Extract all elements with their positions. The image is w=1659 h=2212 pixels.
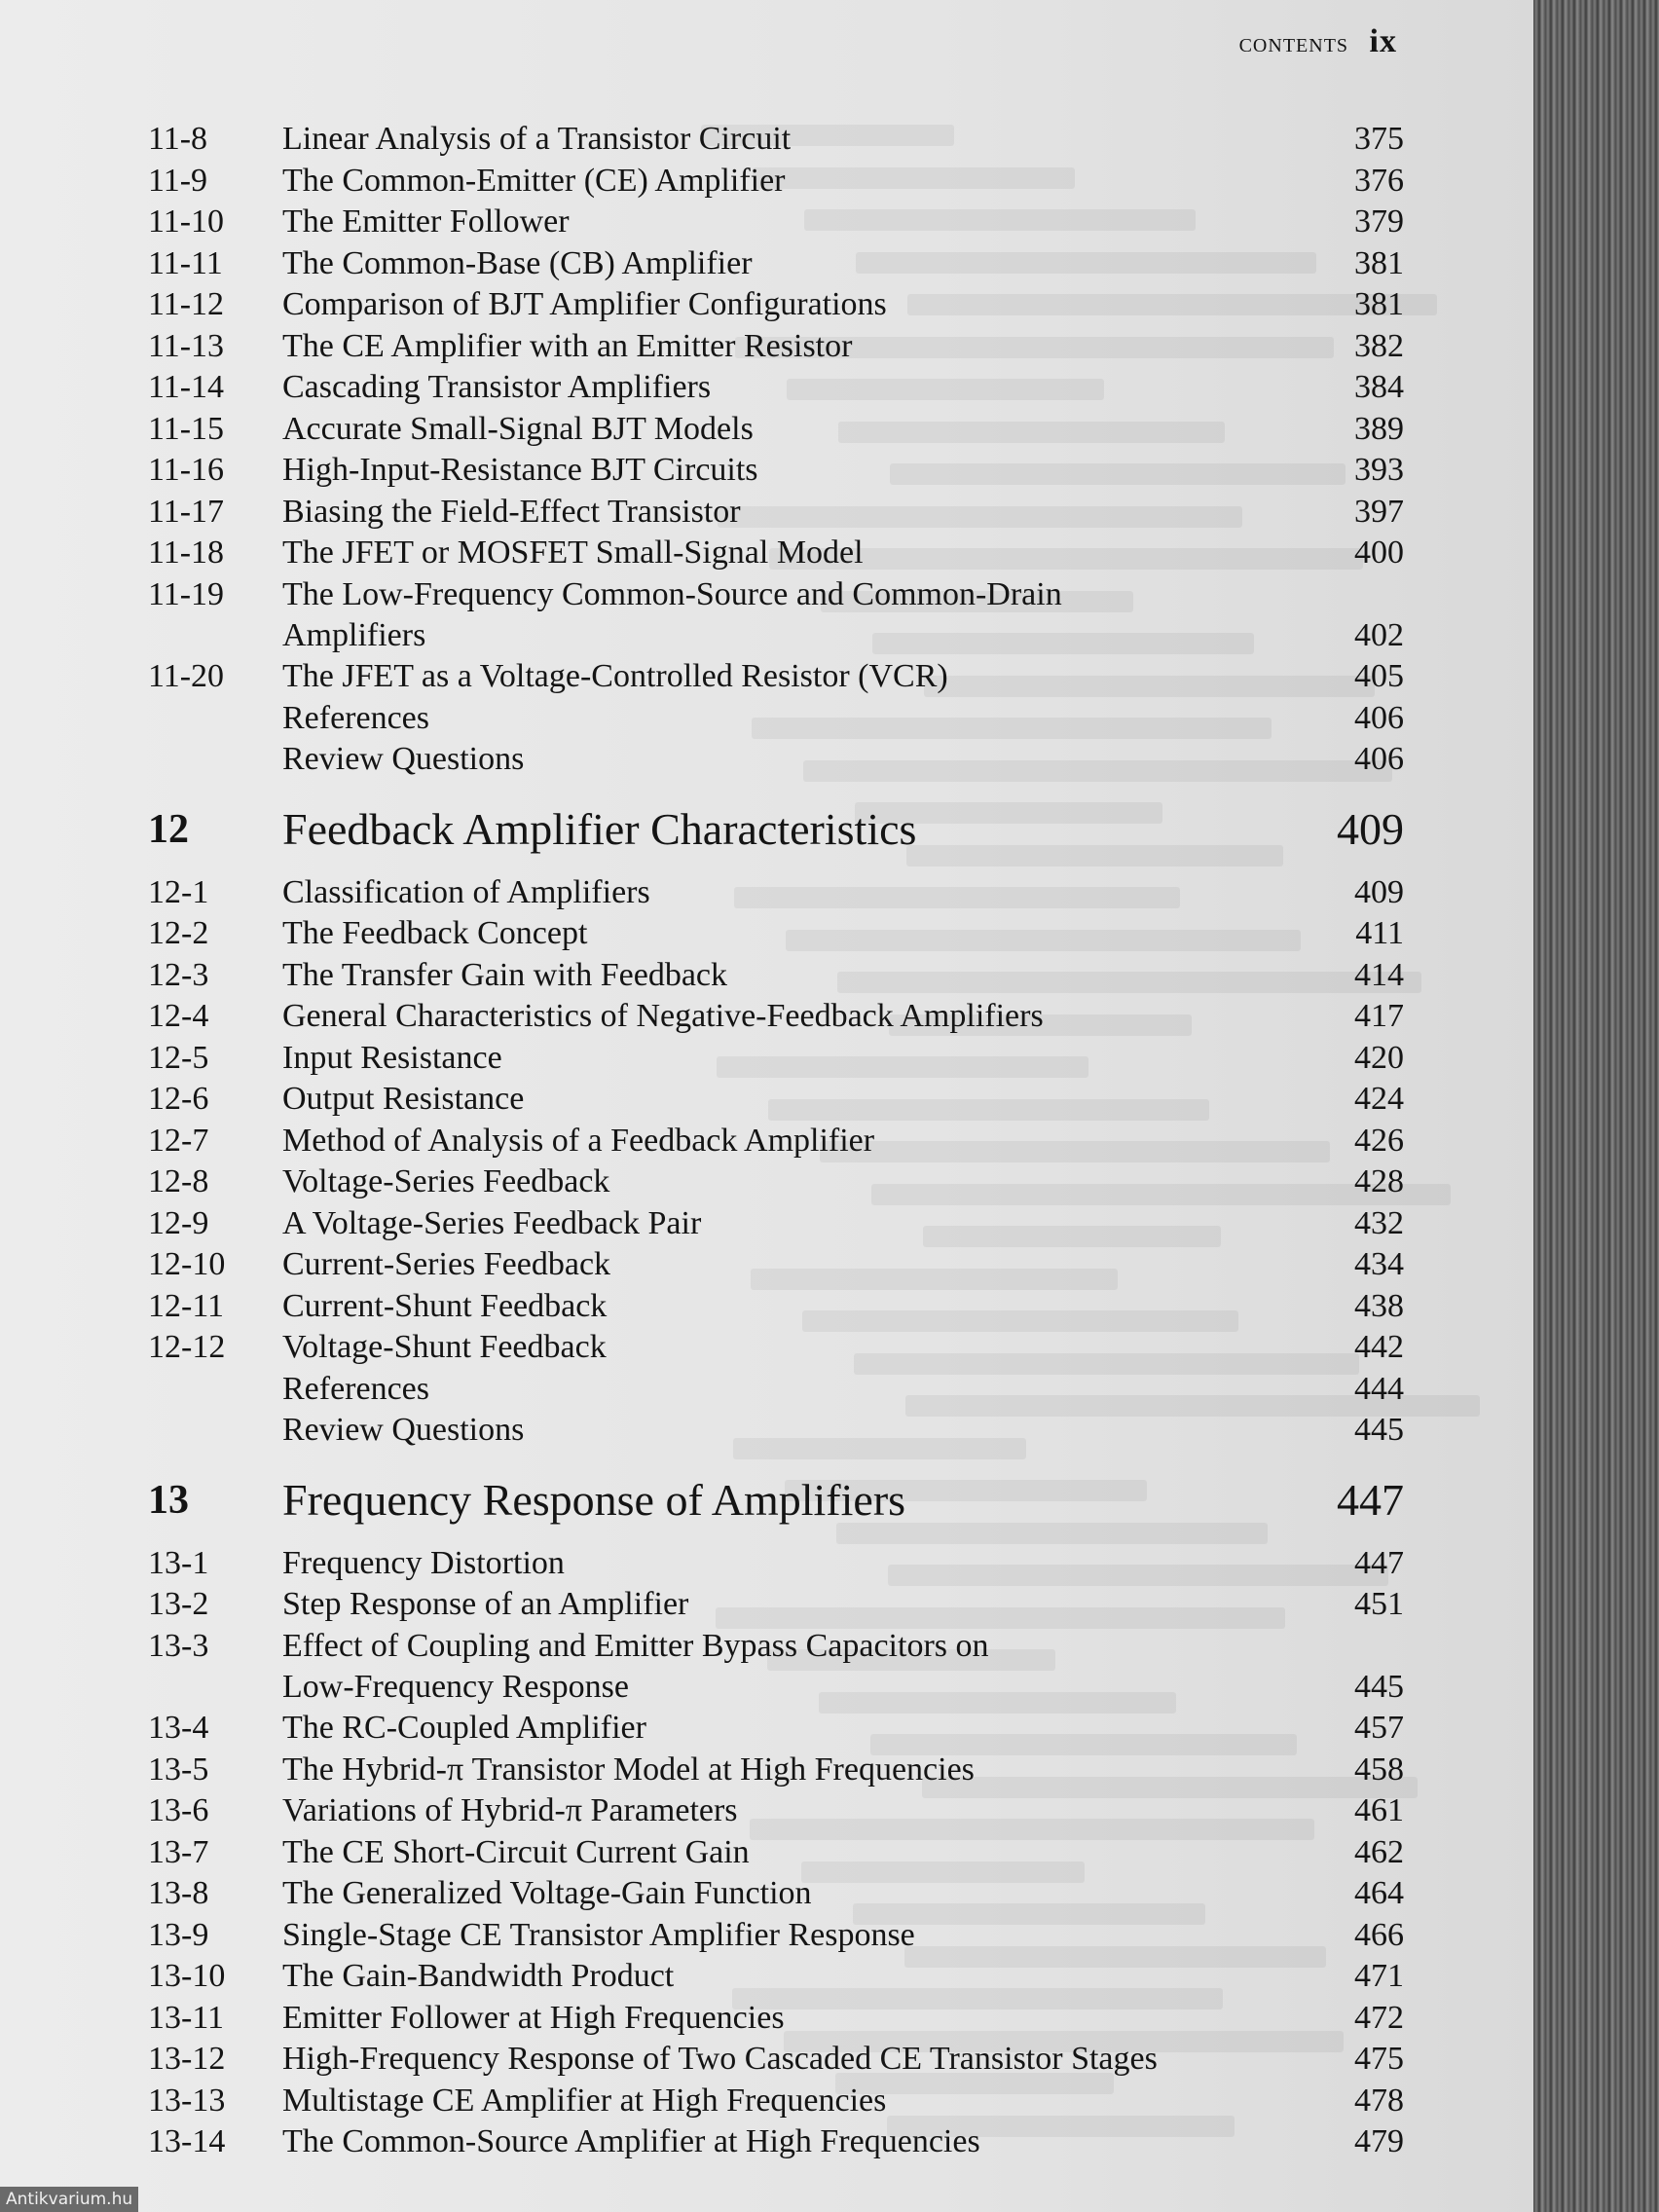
page-number: 442 [1354, 1329, 1404, 1365]
section-title [282, 450, 758, 491]
running-head [1071, 23, 1397, 60]
toc-entry [148, 202, 1404, 242]
toc-entry [148, 996, 1404, 1037]
title-line: The Common-Source Amplifier at High Frequencies [282, 2123, 980, 2159]
toc-entry [148, 161, 1404, 202]
section-title [282, 1244, 610, 1285]
section-title [282, 1915, 915, 1956]
title-line: The CE Amplifier with an Emitter Resistor [282, 327, 853, 364]
toc-entry [148, 450, 1404, 491]
section-number: 11-19 [148, 575, 225, 612]
chapter-number: 12 [148, 806, 189, 852]
section-title [282, 1998, 785, 2039]
page-number: 375 [1354, 121, 1404, 157]
section-title [282, 161, 786, 202]
toc-entry [148, 1161, 1404, 1202]
toc-entry [148, 2039, 1404, 2080]
section-title [282, 326, 852, 367]
section-title [282, 913, 587, 954]
section-title [282, 119, 791, 160]
title-line: Frequency Response of Amplifiers [282, 1474, 906, 1525]
page-number: 478 [1354, 2082, 1404, 2119]
section-number: 13-10 [148, 1958, 226, 1994]
toc-entry [148, 1708, 1404, 1749]
section-number: 11-17 [148, 493, 225, 530]
page-number: 472 [1354, 1999, 1404, 2036]
title-line: Input Resistance [282, 1039, 502, 1076]
page-number: 409 [1337, 803, 1404, 854]
page-number: 458 [1354, 1751, 1404, 1788]
page-number: 411 [1355, 915, 1404, 951]
page-number: 434 [1354, 1246, 1404, 1282]
section-title [282, 243, 753, 284]
section-number: 11-8 [148, 121, 208, 157]
chapter-title [282, 802, 916, 857]
page-number: 432 [1354, 1204, 1404, 1241]
title-line: Feedback Amplifier Characteristics [282, 803, 917, 854]
toc-entry [148, 1038, 1404, 1079]
toc-entry [148, 1873, 1404, 1914]
toc-entry [148, 1626, 1404, 1708]
toc-entry [148, 1079, 1404, 1120]
section-number: 11-14 [148, 369, 225, 405]
page-number: 475 [1354, 2041, 1404, 2077]
section-number: 13-11 [148, 1999, 225, 2036]
title-line: The CE Short-Circuit Current Gain [282, 1833, 750, 1870]
title-line-continued: Low-Frequency Response [282, 1668, 629, 1705]
title-line: The Hybrid-π Transistor Model at High Frequencies [282, 1751, 975, 1788]
page-number: 384 [1354, 369, 1404, 405]
page-number: 464 [1354, 1875, 1404, 1911]
page-number: 466 [1354, 1916, 1404, 1953]
title-line: Variations of Hybrid-π Parameters [282, 1792, 738, 1828]
toc-entry [148, 367, 1404, 408]
section-title [282, 1626, 989, 1708]
page-number: 417 [1354, 998, 1404, 1034]
title-line: Classification of Amplifiers [282, 873, 650, 910]
page-number: 444 [1354, 1370, 1404, 1407]
section-number: 13-13 [148, 2082, 226, 2119]
page-number: 393 [1354, 452, 1404, 488]
section-title [282, 2081, 886, 2121]
section-title [282, 739, 524, 780]
section-title [282, 1286, 607, 1327]
section-title [282, 409, 754, 450]
toc-entry [148, 913, 1404, 954]
toc-entry [148, 533, 1404, 573]
title-line: The Common-Base (CB) Amplifier [282, 244, 753, 281]
title-line: Voltage-Series Feedback [282, 1163, 610, 1199]
chapter-title [282, 1473, 905, 1528]
title-line: Biasing the Field-Effect Transistor [282, 493, 741, 530]
toc-entry [148, 1584, 1404, 1625]
section-title [282, 202, 570, 242]
page-number: 406 [1354, 741, 1404, 777]
title-line: The Generalized Voltage-Gain Function [282, 1875, 812, 1911]
page-number: 420 [1354, 1039, 1404, 1076]
section-title [282, 1121, 874, 1161]
title-line: A Voltage-Series Feedback Pair [282, 1204, 702, 1241]
page-number: 428 [1354, 1163, 1404, 1199]
page-number: 479 [1354, 2123, 1404, 2159]
section-number: 13-7 [148, 1833, 209, 1870]
title-line: The Gain-Bandwidth Product [282, 1958, 675, 1994]
page-number: 381 [1354, 244, 1404, 281]
page-number: 381 [1354, 286, 1404, 322]
section-number: 12-8 [148, 1163, 209, 1199]
title-line: Comparison of BJT Amplifier Configurations [282, 286, 887, 322]
toc-entry [148, 1369, 1404, 1410]
section-title [282, 574, 1062, 656]
page-number: 405 [1354, 658, 1404, 694]
section-title [282, 1327, 607, 1368]
title-line: Current-Shunt Feedback [282, 1287, 608, 1324]
title-line: Emitter Follower at High Frequencies [282, 1999, 785, 2036]
toc-entry [148, 1915, 1404, 1956]
section-number: 13-9 [148, 1916, 209, 1953]
section-title [282, 492, 741, 533]
toc-entry [148, 326, 1404, 367]
page-number: 461 [1354, 1792, 1404, 1828]
toc-entry [148, 574, 1404, 656]
title-line: The RC-Coupled Amplifier [282, 1710, 646, 1746]
title-line: The Low-Frequency Common-Source and Common-Drain [282, 575, 1062, 612]
section-number: 13-5 [148, 1751, 209, 1788]
watermark: Antikvarium.hu [0, 2187, 138, 2212]
section-title [282, 1750, 975, 1790]
page-number: 379 [1354, 203, 1404, 240]
section-number: 11-11 [148, 244, 223, 281]
section-number: 13-4 [148, 1710, 209, 1746]
title-line: The Transfer Gain with Feedback [282, 956, 728, 993]
toc-entry [148, 1244, 1404, 1285]
section-title [282, 1203, 701, 1244]
page-number: 438 [1354, 1287, 1404, 1324]
toc-entry [148, 739, 1404, 780]
title-line: Multistage CE Amplifier at High Frequencies [282, 2082, 887, 2119]
section-number: 11-18 [148, 535, 225, 571]
section-title [282, 955, 727, 996]
section-title [282, 996, 1044, 1037]
section-title [282, 1038, 502, 1079]
title-line: Method of Analysis of a Feedback Amplifier [282, 1122, 875, 1159]
page-number: 445 [1354, 1412, 1404, 1448]
page-number: 409 [1354, 873, 1404, 910]
page-number: 471 [1354, 1958, 1404, 1994]
title-line: The JFET as a Voltage-Controlled Resistor (VCR) [282, 658, 948, 694]
toc-entry [148, 1750, 1404, 1790]
section-title [282, 1369, 429, 1410]
section-title [282, 656, 948, 697]
running-head-page-number: ix [1369, 23, 1397, 59]
toc-entry [148, 243, 1404, 284]
title-line: The JFET or MOSFET Small-Signal Model [282, 535, 864, 571]
running-head-label: contents [1238, 28, 1349, 58]
title-line: Current-Series Feedback [282, 1246, 611, 1282]
section-number: 12-10 [148, 1246, 226, 1282]
toc-entry [148, 409, 1404, 450]
title-line: Review Questions [282, 741, 525, 777]
page-number: 426 [1354, 1122, 1404, 1159]
title-line: High-Input-Resistance BJT Circuits [282, 452, 758, 488]
title-line: Cascading Transistor Amplifiers [282, 369, 712, 405]
section-title [282, 284, 887, 325]
section-number: 11-12 [148, 286, 225, 322]
page-number: 414 [1354, 956, 1404, 993]
toc-entry [148, 955, 1404, 996]
section-number: 12-4 [148, 998, 209, 1034]
section-number: 12-9 [148, 1204, 209, 1241]
toc-entry [148, 1327, 1404, 1368]
page-number: 462 [1354, 1833, 1404, 1870]
toc-entry [148, 1543, 1404, 1584]
section-number: 11-13 [148, 327, 225, 364]
page-number: 406 [1354, 699, 1404, 736]
section-title [282, 1873, 812, 1914]
page-number: 457 [1354, 1710, 1404, 1746]
section-number: 11-20 [148, 658, 225, 694]
book-page-edges [1533, 0, 1659, 2212]
toc-entry [148, 2121, 1404, 2162]
title-line: Frequency Distortion [282, 1544, 565, 1581]
chapter-number: 13 [148, 1477, 189, 1523]
section-number: 13-2 [148, 1586, 209, 1622]
section-title [282, 367, 711, 408]
section-title [282, 698, 429, 739]
title-line: Voltage-Shunt Feedback [282, 1329, 607, 1365]
page-number: 402 [1354, 616, 1404, 653]
title-line: References [282, 699, 430, 736]
section-number: 11-9 [148, 162, 208, 199]
title-line: Review Questions [282, 1412, 525, 1448]
page-number: 389 [1354, 410, 1404, 447]
title-line: General Characteristics of Negative-Feedback Amplifiers [282, 998, 1044, 1034]
toc-entry [148, 1832, 1404, 1873]
section-title [282, 1790, 738, 1831]
title-line: Effect of Coupling and Emitter Bypass Capacitors on [282, 1627, 989, 1664]
section-number: 12-6 [148, 1081, 209, 1117]
toc-entry [148, 872, 1404, 913]
title-line: Linear Analysis of a Transistor Circuit [282, 121, 792, 157]
section-title [282, 1161, 609, 1202]
toc-entry [148, 492, 1404, 533]
title-line: Step Response of an Amplifier [282, 1586, 689, 1622]
toc-entry [148, 284, 1404, 325]
section-title [282, 1956, 674, 1997]
title-line: References [282, 1370, 430, 1407]
page-number: 424 [1354, 1081, 1404, 1117]
section-number: 13-1 [148, 1544, 209, 1581]
section-number: 12-2 [148, 915, 209, 951]
section-number: 12-3 [148, 956, 209, 993]
title-line: The Feedback Concept [282, 915, 588, 951]
toc-entry [148, 1121, 1404, 1161]
toc-entry [148, 698, 1404, 739]
section-number: 13-8 [148, 1875, 209, 1911]
title-line: High-Frequency Response of Two Cascaded CE Transistor Stages [282, 2041, 1158, 2077]
toc-entry [148, 1410, 1404, 1451]
toc-entry [148, 1998, 1404, 2039]
section-number: 13-6 [148, 1792, 209, 1828]
page-number: 451 [1354, 1586, 1404, 1622]
section-title [282, 1832, 750, 1873]
page-number: 382 [1354, 327, 1404, 364]
page-number: 445 [1354, 1668, 1404, 1705]
section-title [282, 2121, 980, 2162]
section-title [282, 872, 650, 913]
title-line: The Emitter Follower [282, 203, 570, 240]
section-title [282, 1410, 524, 1451]
toc-entry [148, 1203, 1404, 1244]
section-number: 12-11 [148, 1287, 225, 1324]
section-title [282, 2039, 1158, 2080]
page-number: 376 [1354, 162, 1404, 199]
section-title [282, 533, 864, 573]
page-number: 397 [1354, 493, 1404, 530]
toc-entry [148, 1956, 1404, 1997]
page-number: 400 [1354, 535, 1404, 571]
chapter-heading [148, 802, 1404, 857]
section-number: 11-15 [148, 410, 225, 447]
title-line: Output Resistance [282, 1081, 525, 1117]
page-number: 447 [1337, 1474, 1404, 1525]
toc-entry [148, 119, 1404, 160]
title-line-continued: Amplifiers [282, 616, 426, 653]
toc-entry [148, 1790, 1404, 1831]
section-number: 11-16 [148, 452, 225, 488]
toc-entry [148, 656, 1404, 697]
title-line: The Common-Emitter (CE) Amplifier [282, 162, 786, 199]
section-number: 13-14 [148, 2123, 226, 2159]
title-line: Single-Stage CE Transistor Amplifier Response [282, 1916, 915, 1953]
section-number: 12-7 [148, 1122, 209, 1159]
section-number: 12-1 [148, 873, 209, 910]
toc-entry [148, 1286, 1404, 1327]
section-title [282, 1543, 565, 1584]
section-number: 13-12 [148, 2041, 226, 2077]
section-title [282, 1584, 688, 1625]
title-line: Accurate Small-Signal BJT Models [282, 410, 754, 447]
section-title [282, 1708, 646, 1749]
section-number: 12-5 [148, 1039, 209, 1076]
section-title [282, 1079, 524, 1120]
section-number: 13-3 [148, 1627, 209, 1664]
toc-entry [148, 2081, 1404, 2121]
page-number: 447 [1354, 1544, 1404, 1581]
chapter-heading [148, 1473, 1404, 1528]
section-number: 12-12 [148, 1329, 226, 1365]
section-number: 11-10 [148, 203, 225, 240]
